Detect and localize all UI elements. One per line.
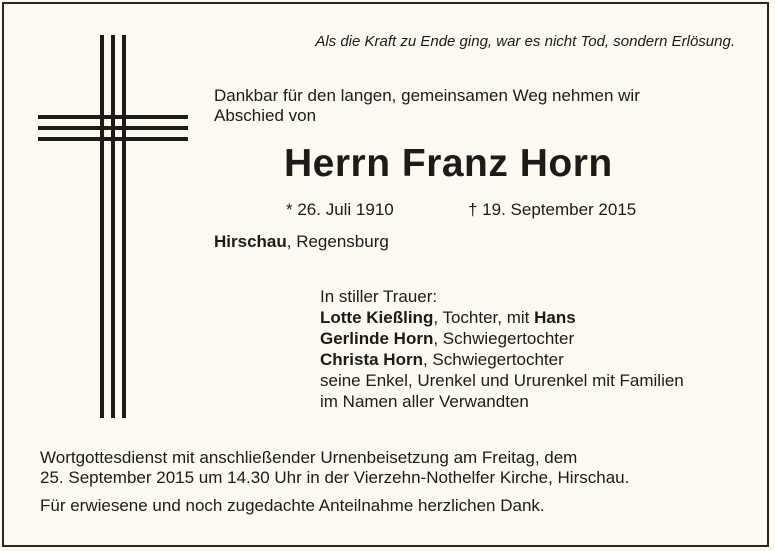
cross-icon (38, 35, 188, 418)
death-date: † 19. September 2015 (468, 200, 637, 219)
mourner-partner: Hans (534, 308, 576, 327)
intro-line-1: Dankbar für den langen, gemeinsamen Weg nehmen wir (214, 86, 640, 105)
mourner-name: Gerlinde Horn (320, 329, 434, 348)
intro-line-2: Abschied von (214, 106, 317, 125)
mourner-relation: , Schwiegertochter (422, 350, 564, 369)
residence (214, 232, 389, 252)
motto: Als die Kraft zu Ende ging, war es nicht Tod, sondern Erlösung. (315, 33, 735, 50)
deceased-name: Herrn Franz Horn (284, 142, 613, 185)
thanks-text: Für erwiesene und noch zugedachte Anteilnahme herzlichen Dank. (40, 496, 545, 515)
residence-primary: Hirschau (214, 232, 287, 251)
birth-date: * 26. Juli 1910 (286, 200, 394, 219)
mourners-relatives: im Namen aller Verwandten (320, 392, 529, 411)
mourner-relation: , Schwiegertochter (433, 329, 575, 348)
residence-secondary: , Regensburg (286, 232, 389, 251)
mourners-grandchildren: seine Enkel, Urenkel und Ururenkel mit Familien (320, 371, 684, 390)
intro-text (214, 86, 640, 126)
mourners-heading: In stiller Trauer: (320, 287, 438, 306)
service-line-2: 25. September 2015 um 14.30 Uhr in der Vierzehn-Nothelfer Kirche, Hirschau. (40, 468, 630, 487)
mourners-block (320, 286, 684, 412)
mourner-line (320, 328, 684, 349)
mourner-line (320, 349, 684, 370)
service-line-1: Wortgottesdienst mit anschließender Urnenbeisetzung am Freitag, dem (40, 448, 578, 467)
mourner-name: Christa Horn (320, 350, 423, 369)
service-info (40, 448, 629, 488)
mourner-relation: , Tochter, mit (433, 308, 535, 327)
mourner-line (320, 307, 684, 328)
mourner-name: Lotte Kießling (320, 308, 434, 327)
